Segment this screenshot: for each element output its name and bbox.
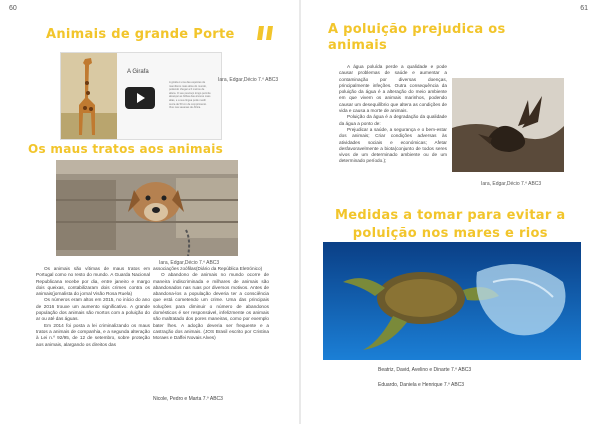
video-heading: A Girafa <box>127 69 149 75</box>
turtle-plastic-photo <box>323 242 581 360</box>
left-signature: Nicole, Pedro e Marta 7.º ABC3 <box>153 396 223 402</box>
play-button[interactable] <box>125 87 155 109</box>
turtle-signature-1: Beatriz, David, Avelino e Dinarte 7.º ABC3 <box>378 367 472 373</box>
title-medidas: Medidas a tomar para evitar a poluição nos mares e rios <box>335 208 566 241</box>
article-column-2: associações zoófilas(Diário da República Eletrónico) O abandono de animais no mundo ocorre de maneira indiscriminada e milhares de animais são abandonados nas ruas por diversos motivos. Antes de abandona-los a população deveria ter a consciência que está cometendo um crime. Uma das principais soluções para diminuir o número de abandonos domésticos é ser responsável, infelizmente os animais são maltratado dos pores maneiras, como por exemplo bater lhes. A adoção deveria ser frequente e a castração dos animais. (JOS Brasil escrito por Cristina Moraes e Daffei Novais Alves) <box>153 266 269 341</box>
article-column-1: Os animais são vítimas de maus tratos em Portugal como no resto do mundo. A Guarda Nacional Republicana recebe por dia, entre janeiro e margo dois queixas, contabilizaram dois crimes contra os animais(jornalista do jornal Visão Rosa Ruela) Os números eram altos em 2015, no início do ano de 2016 trouxe um aumento significativo. A grande população dos animais são mortos com a poluição do ar ou até das águas. Em 2014 foi posta a lei criminalizando os maus tratos a animais de companhia, e a segunda alteração à Lei n.º 92/95, de 12 de setembro, sobre proteção aos animais, alargando os direitos das <box>36 266 150 347</box>
oiled-bird-photo <box>452 78 564 172</box>
video-embed[interactable] <box>60 52 222 140</box>
quote-mark-icon <box>256 24 278 44</box>
turtle-signature-2: Eduardo, Daniela e Henrique 7.º ABC3 <box>378 382 465 388</box>
bird-photo-caption: Iara, Edgar,Décio 7.º ABC3 <box>481 181 542 187</box>
video-caption: Iara, Edgar,Décio 7.º ABC3 <box>218 77 279 83</box>
page-number-right: 61 <box>580 5 588 12</box>
left-page <box>0 0 299 424</box>
dog-photo-caption: Iara, Edgar,Décio 7.º ABC3 <box>159 260 220 266</box>
dog-photo <box>56 160 238 256</box>
right-page <box>301 0 600 424</box>
title-poluicao: A poluição prejudica os animais <box>328 22 506 53</box>
play-icon <box>125 87 155 109</box>
title-animais-grande-porte: Animais de grande Porte <box>46 27 235 42</box>
title-maus-tratos: Os maus tratos aos animais <box>28 142 224 156</box>
video-text: A girafa é uma das espécies de mamíferos mais altos do mundo, podendo chegar a 6 metros de altura. O seu pescoço longo permite alcançar as folhas das árvores mais altas, e a sua língua pode medir cerca de 50 cm de comprimento. Vive nas savanas de África. <box>169 81 211 110</box>
pollution-text: A água poluída perde a qualidade e pode causar problemas de saúde e aumentar a contaminação por diversas doenças, principalmente infeções. Outra consequência da poluição da água é a alteração do meio ambiente em que vivem os animais marinhos, podendo causar um desequilíbrio que altera as condições de vida e causa a morte de animais. Poluição da água é a degradação da qualidade da água a ponto de: Prejudicar a saúde, a segurança e o bem-estar dos animais; Criar condições adversas às atividades sociais e económicas; Afetar desfavoravelmente a biota(conjunto de todos seres vivos de um determinado ambiente ou de um determinado período.); <box>339 64 447 164</box>
page-number-left: 60 <box>9 5 17 12</box>
giraffe-image <box>61 53 117 140</box>
